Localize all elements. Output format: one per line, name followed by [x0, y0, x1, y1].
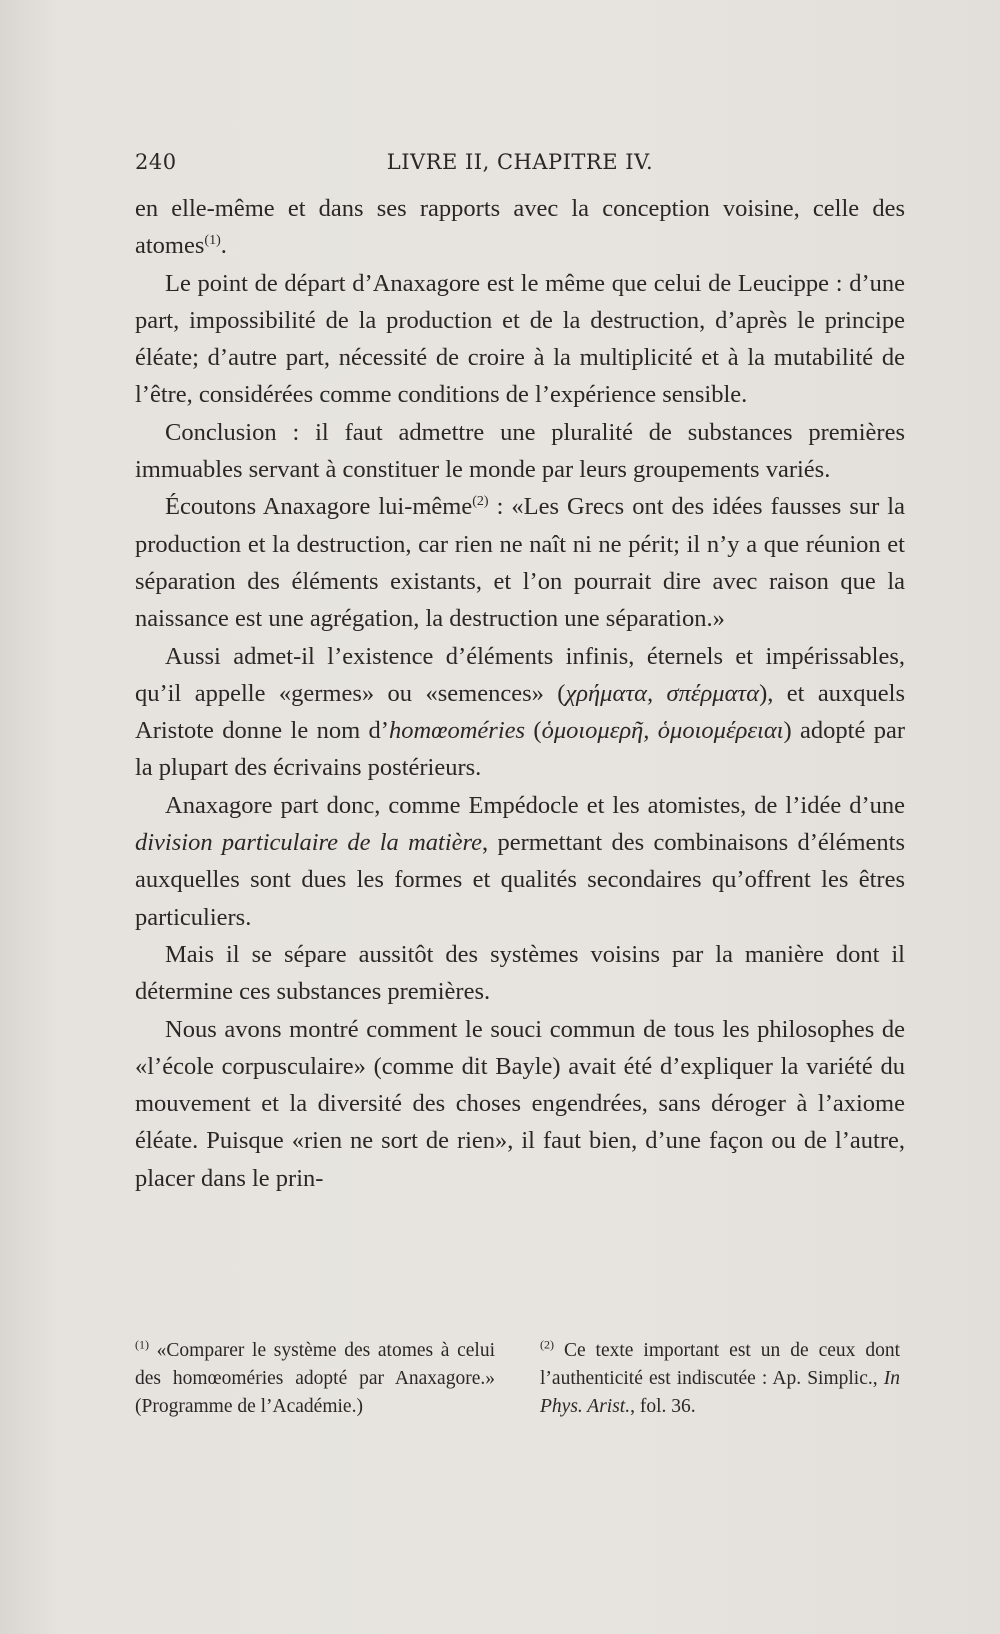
paragraph: [135, 265, 905, 414]
italic-text: χρήματα, σπέρματα: [565, 679, 760, 707]
footnote-ref: (2): [472, 494, 489, 510]
text-run: Conclusion : il faut admettre une pluralité de substances premières immuables servant à constituer le monde par leurs groupements variés.: [135, 418, 905, 484]
paragraph: [135, 1011, 905, 1197]
text-run: en elle-même et dans ses rapports avec la conception voisine, celle des atomes: [135, 195, 905, 260]
text-run: Aussi admet-il l’existence d’éléments infinis, éternels et impérissables, qu’il appelle «germes» ou «semences» (: [135, 642, 905, 707]
text-run: , fol. 36.: [630, 1396, 696, 1417]
paragraph: [135, 190, 905, 265]
text-run: ), et auxquels Aristote donne le nom d’: [135, 679, 905, 745]
footnote-2: [540, 1337, 900, 1421]
paragraph: [135, 638, 905, 787]
italic-text: In Phys. Arist.: [540, 1368, 900, 1417]
italic-text: division particulaire de la matière: [135, 829, 483, 857]
footnote-1: [135, 1337, 495, 1421]
body-text: [135, 190, 905, 1197]
footnote-ref: (1): [135, 1337, 149, 1352]
footnote-ref: (2): [540, 1337, 554, 1352]
text-run: , permettant des combinaisons d’éléments auxquelles sont dues les formes et qualités secondaires qu’offrent les êtres particuliers.: [135, 829, 905, 931]
text-run: .: [220, 232, 227, 260]
page-header: [135, 150, 905, 180]
paragraph: [135, 414, 905, 489]
text-run: : «Les Grecs ont des idées fausses sur la production et la destruction, car rien ne naît ni ne périt; il n’y a que réunion et séparation des éléments existants, et l’on pourrait dire avec raison que la naissance est une agrégation, la destruction une séparation.»: [135, 493, 905, 633]
running-title: LIVRE II, CHAPITRE IV.: [386, 150, 654, 174]
paragraph: [135, 787, 905, 936]
italic-text: ὁμοιομερῆ, ὁμοιομέρειαι: [541, 717, 784, 745]
text-run: «Comparer le système des atomes à celui des homœoméries adopté par Anaxagore.» (Programme de l’Académie.): [135, 1340, 495, 1417]
italic-text: homœoméries: [388, 717, 526, 745]
text-run: Le point de départ d’Anaxagore est le même que celui de Leucippe : d’une part, impossibilité de la production et de la destruction, d’après le principe éléate; d’autre part, nécessité de croire à la multiplicité et à la mutabilité de l’être, considérées comme conditions de l’expérience sensible.: [135, 269, 905, 409]
text-run: Anaxagore part donc, comme Empédocle et les atomistes, de l’idée d’une: [165, 791, 905, 819]
paragraph: [135, 488, 905, 637]
page-number: 240: [135, 150, 177, 174]
text-run: ) adopté par la plupart des écrivains postérieurs.: [135, 717, 905, 782]
text-run: Mais il se sépare aussitôt des systèmes voisins par la manière dont il détermine ces substances premières.: [135, 940, 905, 1006]
paragraph: [135, 936, 905, 1011]
text-run: Ce texte important est un de ceux dont l’authenticité est indiscutée : Ap. Simplic.,: [540, 1340, 900, 1389]
footnote-ref: (1): [204, 233, 221, 249]
text-run: Écoutons Anaxagore lui-même: [165, 493, 473, 521]
text-run: Nous avons montré comment le souci commun de tous les philosophes de «l’école corpusculaire» (comme dit Bayle) avait été d’expliquer la variété du mouvement et la diversité des choses engendrées, sans déroger à l’axiome éléate. Puisque «rien ne sort de rien», il faut bien, d’une façon ou de l’autre, placer dans le prin-: [135, 1015, 905, 1192]
text-run: (: [525, 717, 542, 745]
